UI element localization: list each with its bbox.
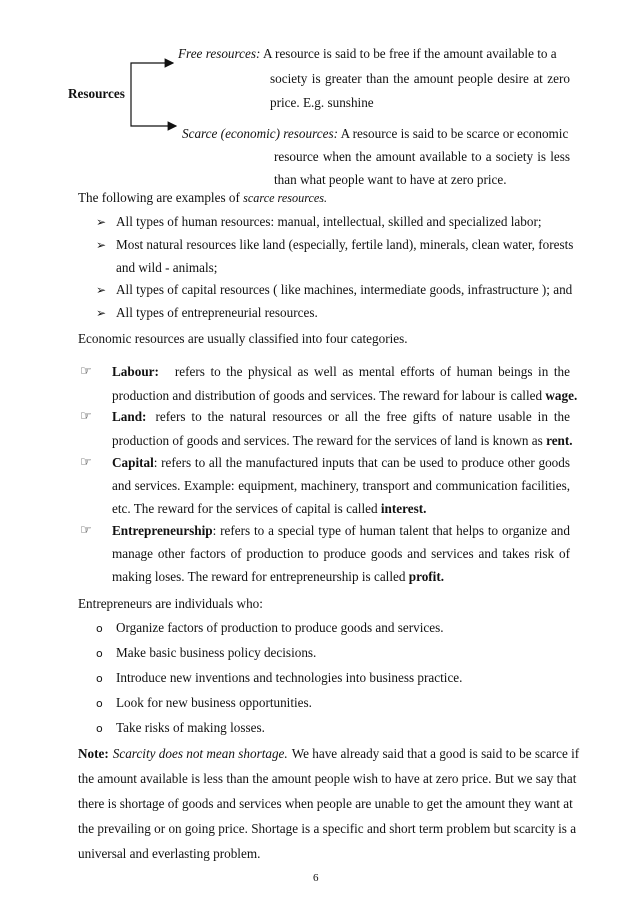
pointing-hand-icon: ☞ [80,523,92,538]
circle-bullet-icon: o [96,672,103,685]
list-item: All types of entrepreneurial resources. [116,305,318,320]
note-label: Note: [78,746,109,761]
list-item-continuation: and wild - animals; [116,260,218,275]
capital-term: Capital [112,455,154,470]
free-resources-line-3: price. E.g. sunshine [270,95,374,110]
list-item: All types of human resources: manual, intellectual, skilled and specialized labor; [116,214,542,229]
categories-intro: Economic resources are usually classified into four categories. [78,331,408,346]
note-paragraph: Note: Scarcity does not mean shortage. We have already said that a good is said to be scarce if [78,746,580,761]
arrow-to-scarce [131,114,176,126]
resources-label: Resources [68,86,125,101]
pointing-hand-icon: ☞ [80,409,92,424]
list-item: Introduce new inventions and technologies into business practice. [116,670,463,685]
diagram-brackets [0,0,638,140]
circle-bullet-icon: o [96,647,103,660]
list-item: Look for new business opportunities. [116,695,312,710]
scarce-resources-line-1: Scarce (economic) resources: A resource is said to be scarce or economic [182,126,569,141]
arrow-bullet-icon: ➢ [96,238,107,252]
free-resources-line-1: Free resources: A resource is said to be free if the amount available to a [178,46,557,61]
category-labour: Labour: refers to the physical as well as mental efforts of human beings in the [112,364,570,379]
pointing-hand-icon: ☞ [80,455,92,470]
circle-bullet-icon: o [96,722,103,735]
arrow-bullet-icon: ➢ [96,283,107,297]
scarce-resources-term: Scarce (economic) resources: [182,126,338,141]
land-reward: rent. [546,433,573,448]
list-item: Make basic business policy decisions. [116,645,317,660]
entrepreneurship-term: Entrepreneurship [112,523,213,538]
land-term: Land: [112,409,147,424]
labour-reward: wage. [545,388,578,403]
arrow-bullet-icon: ➢ [96,215,107,229]
list-item: Most natural resources like land (especially, fertile land), minerals, clean water, forests [116,237,574,252]
circle-bullet-icon: o [96,697,103,710]
capital-reward: interest. [380,501,427,516]
category-capital: Capital : refers to all the manufactured inputs that can be used to produce other goods [112,455,570,470]
list-item: Organize factors of production to produce goods and services. [116,620,444,635]
list-item: All types of capital resources ( like machines, intermediate goods, infrastructure ); and [116,282,573,297]
pointing-hand-icon: ☞ [80,364,92,379]
examples-intro: The following are examples of scarce resources. [78,190,328,205]
arrow-to-free [131,63,173,114]
category-land: Land: refers to the natural resources or all the free gifts of nature usable in the [112,409,570,424]
free-resources-term: Free resources: [178,46,261,61]
circle-bullet-icon: o [96,622,103,635]
category-entrepreneurship: Entrepreneurship : refers to a special type of human talent that helps to organize and [112,523,570,538]
scarce-resources-line-3: than what people want to have at zero price. [274,172,507,187]
entrepreneurs-intro: Entrepreneurs are individuals who: [78,596,263,611]
list-item: Take risks of making losses. [116,720,265,735]
arrow-bullet-icon: ➢ [96,306,107,320]
entrepreneurship-reward: profit. [408,569,445,584]
page-number: 6 [313,872,319,884]
free-resources-line-2: society is greater than the amount people desire at zero [270,71,570,86]
labour-term: Labour: [112,364,159,379]
scarce-resources-line-2: resource when the amount available to a society is less [274,149,570,164]
